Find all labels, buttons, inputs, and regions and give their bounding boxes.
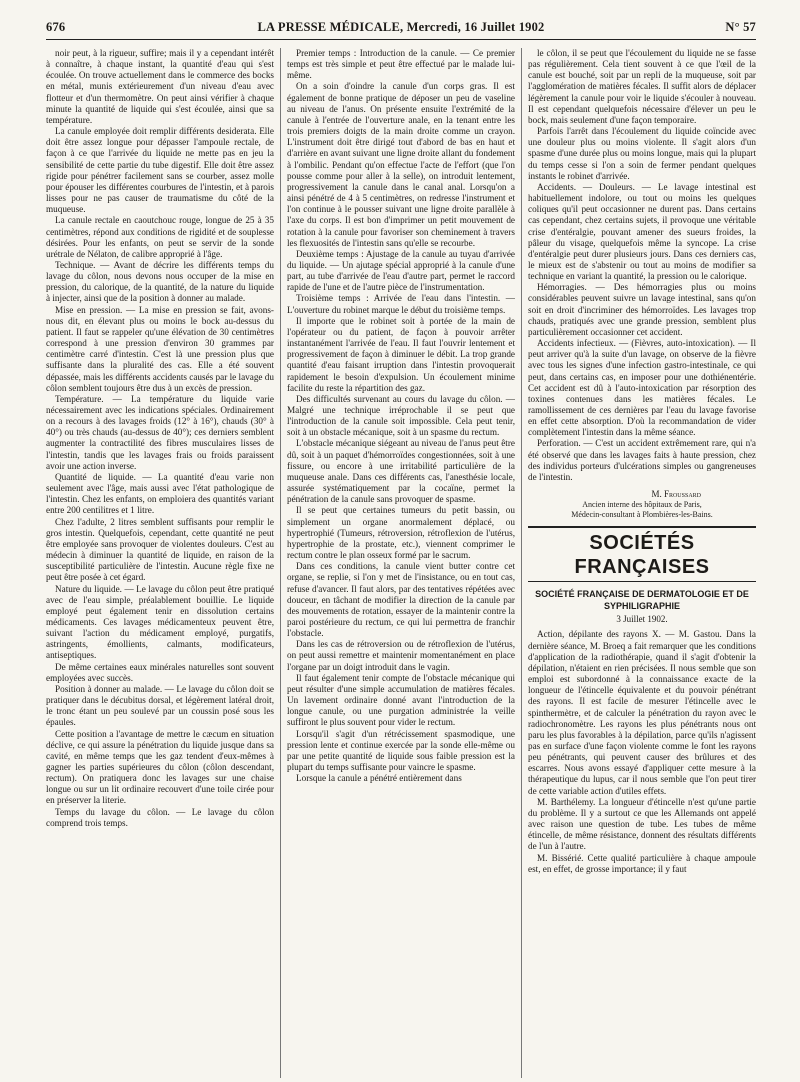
journal-title: LA PRESSE MÉDICALE, Mercredi, 16 Juillet 1902 — [257, 20, 545, 34]
paragraph: le côlon, il se peut que l'écoulement du liquide ne se fasse pas régulièrement. Cela tient souvent à ce que l'œil de la canule est bouché, soit par un repli de la muqueuse, soit par l'agglomération de matières fécales. Il suffit alors de déplacer légèrement la canule pour voir le liquide s'écouler à nouveau. Il est cependant quelquefois nécessaire d'élever un peu le bock, mais seulement d'une façon temporaire. — [528, 48, 756, 125]
paragraph: La canule rectale en caoutchouc rouge, longue de 25 à 35 centimètres, répond aux conditions de rigidité et de souplesse désirées. Pour les enfants, on peut se servir de la sonde urétrale de Nélaton, de calibre approprié à l'âge. — [46, 215, 274, 259]
author-name: M. Froussard — [651, 489, 701, 500]
paragraph: M. Barthélemy. La longueur d'étincelle n'est qu'une partie du problème. Il y a surtout ce que les Allemands ont appelé avec raison une question de tube. Les tubes de même étincelle, de même résistance, donnent des résultats différents de l'un à l'autre. — [528, 796, 756, 852]
paragraph: La canule employée doit remplir différents desiderata. Elle doit être assez longue pour dépasser l'ampoule rectale, de façon à ce que l'arrivée du liquide ne mette pas en jeu la sensibilité de cette partie du tube digestif. Elle doit être assez rigide pour pénétrer facilement sans se courber, assez molle pour épouser les différentes courbures de l'intestin, et à parois lisses pour ne pas causer de traumatisme du côté de la muqueuse. — [46, 126, 274, 215]
paragraph: L'obstacle mécanique siégeant au niveau de l'anus peut être dû, soit à un paquet d'hémorroïdes congestionnées, soit à une fissure, ou encore à une irritabilité particulière de la muqueuse anale. Dans ces différents cas, l'anesthésie locale, assurée systématiquement par la cocaïne, permet la pénétration de la canule sans provoquer de spasme. — [287, 438, 515, 505]
society-title: SOCIÉTÉ FRANÇAISE DE DERMATOLOGIE ET DE SYPHILIGRAPHIE — [535, 589, 749, 612]
column-1 — [46, 48, 274, 1078]
section-heading: SOCIÉTÉS FRANÇAISES — [528, 526, 756, 582]
paragraph: Il importe que le robinet soit à portée de la main de l'opérateur ou du patient, de façon à pouvoir arrêter instantanément l'arrivée de l'eau. Il faut l'ouvrir lentement et progressivement de façon à diminuer le débit. La trop grande quantité d'eau faisant irruption dans l'intestin provoquerait rapidement le besoin d'expulsion. Un écoulement minime facilite du reste la répartition des gaz. — [287, 315, 515, 393]
paragraph: Dans les cas de rétroversion ou de rétroflexion de l'utérus, on peut aussi remettre et maintenir momentanément en place l'organe par un doigt introduit dans le vagin. — [287, 639, 515, 672]
author-title: Ancien interne des hôpitaux de Paris, — [582, 500, 702, 510]
paragraph: Troisième temps : Arrivée de l'eau dans l'intestin. — L'ouverture du robinet marque le début du troisième temps. — [287, 293, 515, 315]
paragraph: Mise en pression. — La mise en pression se fait, avons-nous dit, en élevant plus ou moins le bock au-dessus du patient. Il faut se rappeler qu'une élévation de 30 centimètres correspond à une pression d'environ 30 grammes par centimètre carré d'intestin. C'est là une pression plus que suffisante dans la pluralité des cas. Elle a été souvent dépassée, mais les différents accidents causés par le lavage du côlon semblent toujours être dus à un excès de pression. — [46, 304, 274, 393]
paragraph: Cette position a l'avantage de mettre le cæcum en situation déclive, ce qui assure la pénétration du liquide jusque dans sa cavité, en même temps que les gaz tendent d'eux-mêmes à gagner les parties supérieures du côlon (côlon descendant, rectum). On pratiquera donc les lavages sur une chaise longue ou sur un lit ordinaire recouvert d'une toile cirée pour en préserver la literie. — [46, 728, 274, 806]
header-rule — [46, 39, 756, 40]
paragraph: Quantité de liquide. — La quantité d'eau varie non seulement avec l'âge, mais aussi avec l'état pathologique de l'intestin. Chez les enfants, on emploiera des quantités variant entre 200 centilitres et 1 litre. — [46, 471, 274, 516]
paragraph: De même certaines eaux minérales naturelles sont souvent employées avec succès. — [46, 661, 274, 683]
paragraph: Température. — La température du liquide varie nécessairement avec les indications spéciales. Ordinairement on a recours à des lavages froids (12° à 16°), chauds (30° à 40°) ou très chauds (au-dessus de 40°); ces derniers semblent augmenter la contractilité des fibres musculaires lisses de l'intestin, tandis que les lavages frais ou froids paraissent avoir une action inverse. — [46, 393, 274, 471]
paragraph: Temps du lavage du côlon. — Le lavage du côlon comprend trois temps. — [46, 806, 274, 828]
paragraph: Technique. — Avant de décrire les différents temps du lavage du côlon, nous devons nous occuper de la mise en pression, du calorique, de la quantité, de la nature du liquide à injecter, ainsi que de la position à donner au malade. — [46, 259, 274, 304]
column-divider — [280, 48, 281, 1078]
paragraph: Dans ces conditions, la canule vient butter contre cet organe, se replie, si l'on y met de l'insistance, ou en tout cas, refuse d'avancer. Il faut alors, par des tentatives répétées avec douceur, en tâchant de modifier la direction de la canule par des mouvements de rotation, essayer de la maintenir contre la paroi postérieure du rectum, ce qui lui permettra de franchir l'obstacle. — [287, 561, 515, 639]
paragraph: Il se peut que certaines tumeurs du petit bassin, ou simplement un organe anormalement déplacé, ou hypertrophié (Tumeurs, rétroversion, rétroflexion de l'utérus, hypertrophie de la prostate, etc.), viennent comprimer le rectum contre le plan osseux formé par le sacrum. — [287, 505, 515, 561]
column-3 — [528, 48, 756, 1078]
paragraph: Perforation. — C'est un accident extrêmement rare, qui n'a été observé que dans les lavages faits à haute pression, chez des individus porteurs d'ulcérations simples ou gangreneuses de l'intestin. — [528, 438, 756, 482]
paragraph: Parfois l'arrêt dans l'écoulement du liquide coïncide avec une douleur plus ou moins violente. Il s'agit alors d'un spasme d'une durée plus ou moins longue, mais qui la plupart du temps cesse si l'on a soin de fermer pendant quelques instants le robinet d'arrivée. — [528, 126, 756, 181]
paragraph: Hémorragies. — Des hémorragies plus ou moins considérables peuvent suivre un lavage intestinal, sans qu'on soit en droit d'incriminer des hémorroïdes. Les lavages trop chauds, pratiqués avec une grande pression, semblent plus particulièrement occasionner cet accident. — [528, 282, 756, 337]
paragraph: Deuxième temps : Ajustage de la canule au tuyau d'arrivée du liquide. — Un ajutage spécial approprié à la canule d'une part, au tube d'arrivée de l'eau d'autre part, permet le raccord rapide de l'une et de l'autre pièce de l'instrumentation. — [287, 248, 515, 293]
paragraph: Action, dépilante des rayons X. — M. Gastou. Dans la dernière séance, M. Broeq a fait remarquer que les conditions d'application de la radiothérapie, quand il s'agit d'obtenir la dépilation, n'étaient en rien précisées. Il nous semble que son emploi est subordonné à la connaissance exacte de la longueur de l'étincelle équivalente et du pouvoir pénétrant des rayons. Il est facile de mesurer l'étincelle avec le spinthermètre, et de calculer la pénétration du rayon avec le radiochronomètre. Les rayons les plus pénétrants nous ont paru les plus favorables à la dépilation, parce qu'ils n'agissent pas en surface d'une façon violente comme le font les rayons peu pénétrants, qui peuvent causer des brûlures et des escarres. Nous avons essayé d'appliquer cette mesure à la thérapeutique du lupus, car il nous semble que l'on peut tirer de cette variable action d'utiles effets. — [528, 629, 756, 796]
author-signature — [528, 489, 756, 520]
paragraph: Premier temps : Introduction de la canule. — Ce premier temps est très simple et peut être effectué par le malade lui-même. — [287, 48, 515, 81]
paragraph: noir peut, à la rigueur, suffire; mais il y a cependant intérêt à connaître, à chaque instant, la quantité d'eau qui s'est écoulée. On trouve actuellement dans le commerce des bocks en métal, munis extérieurement d'un niveau d'eau avec flotteur et d'un thermomètre. On peut ainsi vérifier à chaque minute la quantité de liquide qui s'est écoulée, ainsi que sa température. — [46, 48, 274, 125]
column-divider — [521, 48, 522, 1078]
session-date: 3 Juillet 1902. — [616, 614, 668, 625]
paragraph: Accidents infectieux. — (Fièvres, auto-intoxication). — Il peut arriver qu'à la suite d'un lavage, on observe de la fièvre avec tous les signes d'une infection gastro-intestinale, ce qui peut, dans certains cas, en imposer pour une dothiénentérie. Cet accident est dû à l'auto-intoxication par résorption des toxines contenues dans les matières fécales. Le ramollissement de ces dernières par l'eau du lavage favorise en effet cette absorption. D'où la recommandation de vider complètement l'intestin dans la même séance. — [528, 338, 756, 438]
page-header — [46, 20, 756, 38]
paragraph: Nature du liquide. — Le lavage du côlon peut être pratiqué avec de l'eau simple, préalablement bouillie. Le liquide employé peut également tenir en dissolution certains médicaments. Ces lavages médicamenteux peuvent être, suivant l'action du médicament employé, purgatifs, astringents, émollients, calmants, modificateurs, antiseptiques. — [46, 583, 274, 661]
page-number: 676 — [46, 20, 66, 34]
author-affiliation: Médecin-consultant à Plombières-les-Bains. — [571, 510, 713, 520]
column-2 — [287, 48, 515, 1078]
paragraph: On a soin d'oindre la canule d'un corps gras. Il est également de bonne pratique de déposer un peu de vaseline au niveau de l'anus. On présente ensuite l'extrémité de la canule à l'entrée de l'ouverture anale, en la tenant entre les trois premiers doigts de la main droite comme un crayon. L'instrument doit être dirigé tout d'abord de bas en haut et d'arrière en avant suivant une ligne droite allant du fondement à l'ombilic. Pendant qu'on effectue l'acte de l'effort (que l'on pousse comme pour aller à la selle), on introduit lentement, progressivement la canule dans le canal anal. Lorsqu'on a ainsi pénétré de 4 à 5 centimètres, on redresse l'instrument et l'on continue à le pousser suivant une ligne droite parallèle à l'axe du corps. Il est bon d'imprimer un petit mouvement de rotation à la canule pour favoriser son cheminement à travers les flexuosités de l'intestin sans qu'elle se recourbe. — [287, 81, 515, 248]
paragraph: Position à donner au malade. — Le lavage du côlon doit se pratiquer dans le décubitus dorsal, et légèrement latéral droit, le tronc étant un peu soulevé par un coussin posé sous les épaules. — [46, 683, 274, 728]
paragraph: Accidents. — Douleurs. — Le lavage intestinal est habituellement indolore, ou tout ou moins les quelques coliques qu'il peut occasionner ne durent pas. Dans certains cas cependant, chez certains sujets, il provoque une véritable crise d'entéralgie, pouvant amener des sueurs froides, la pâleur du visage, quelquefois même la syncope. La crise d'entéralgie peut durer plusieurs jours. Dans ces derniers cas, le mieux est de s'abstenir ou tout au moins de modifier sa technique en variant la quantité, la pression ou le calorique. — [528, 181, 756, 282]
paragraph: Lorsque la canule a pénétré entièrement dans — [296, 773, 462, 784]
paragraph: Il faut également tenir compte de l'obstacle mécanique qui peut résulter d'une simple accumulation de matières fécales. Un lavement ordinaire donné avant l'introduction de la longue canule, ou une purgation administrée la veille suffiront le plus souvent pour vider le rectum. — [287, 672, 515, 728]
paragraph: Des difficultés survenant au cours du lavage du côlon. — Malgré une technique irréprochable il se peut que l'introduction de la canule soit impossible. Cela peut tenir, soit à un obstacle mécanique, soit à un spasme du rectum. — [287, 393, 515, 438]
issue-number: N° 57 — [725, 20, 756, 34]
paragraph: Chez l'adulte, 2 litres semblent suffisants pour remplir le gros intestin. Quelquefois, cependant, cette quantité ne peut être employée sans provoquer de violentes douleurs. C'est au médecin à diminuer la quantité de liquide, en raison de la susceptibilité particulière de l'intestin. Aucune règle fixe ne peut être posée à cet égard. — [46, 516, 274, 583]
paragraph: Lorsqu'il s'agit d'un rétrécissement spasmodique, une pression lente et continue exercée par la sonde elle-même ou par une petite quantité de liquide sous faible pression est la plupart du temps suffisante pour vaincre le spasme. — [287, 728, 515, 772]
paragraph: M. Bissérié. Cette qualité particulière à chaque ampoule est, en effet, de grosse importance; il y faut — [528, 852, 756, 874]
